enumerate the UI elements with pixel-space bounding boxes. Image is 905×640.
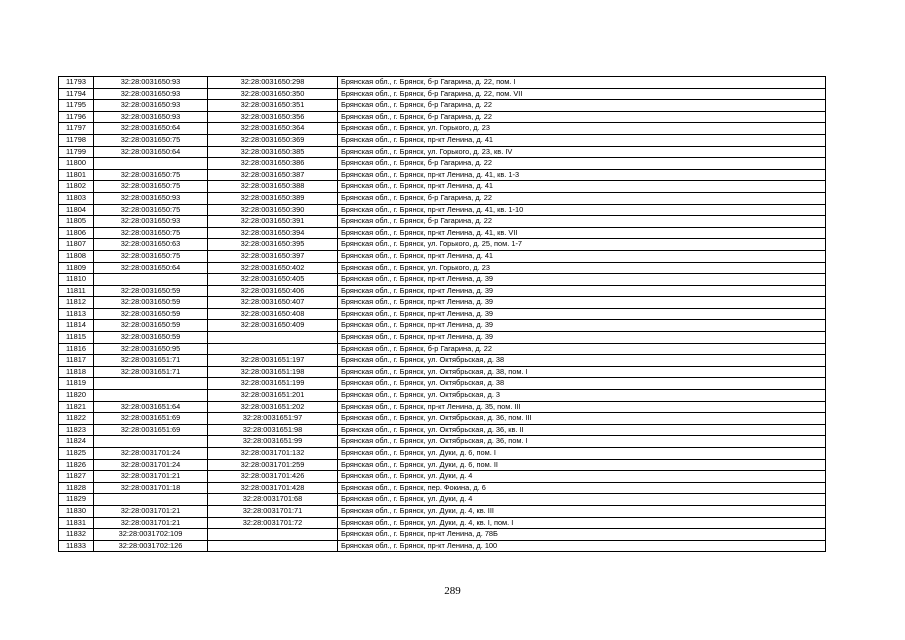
address-cell: Брянская обл., г. Брянск, ул. Дуки, д. 4 bbox=[338, 471, 826, 483]
table-row bbox=[59, 204, 826, 216]
object-number-cell: 32:28:0031650:397 bbox=[208, 250, 338, 262]
address-cell: Брянская обл., г. Брянск, пр-кт Ленина, д. 39 bbox=[338, 285, 826, 297]
parcel-number-cell: 32:28:0031650:75 bbox=[94, 134, 208, 146]
parcel-number-cell: 32:28:0031702:126 bbox=[94, 540, 208, 552]
parcel-number-cell: 32:28:0031701:24 bbox=[94, 459, 208, 471]
table-row bbox=[59, 517, 826, 529]
parcel-number-cell: 32:28:0031650:75 bbox=[94, 227, 208, 239]
row-number-cell: 11821 bbox=[59, 401, 94, 413]
table-row bbox=[59, 424, 826, 436]
parcel-number-cell: 32:28:0031650:59 bbox=[94, 320, 208, 332]
object-number-cell: 32:28:0031650:408 bbox=[208, 308, 338, 320]
parcel-number-cell: 32:28:0031650:93 bbox=[94, 216, 208, 228]
object-number-cell: 32:28:0031650:390 bbox=[208, 204, 338, 216]
object-number-cell: 32:28:0031701:68 bbox=[208, 494, 338, 506]
object-number-cell: 32:28:0031701:426 bbox=[208, 471, 338, 483]
address-cell: Брянская обл., г. Брянск, ул. Октябрьская, д. 38, пом. I bbox=[338, 366, 826, 378]
parcel-number-cell: 32:28:0031650:59 bbox=[94, 285, 208, 297]
address-cell: Брянская обл., г. Брянск, ул. Дуки, д. 4 bbox=[338, 494, 826, 506]
parcel-number-cell: 32:28:0031650:75 bbox=[94, 169, 208, 181]
row-number-cell: 11830 bbox=[59, 505, 94, 517]
address-cell: Брянская обл., г. Брянск, пр-кт Ленина, д. 39 bbox=[338, 274, 826, 286]
address-cell: Брянская обл., г. Брянск, ул. Горького, д. 23 bbox=[338, 262, 826, 274]
object-number-cell: 32:28:0031701:428 bbox=[208, 482, 338, 494]
address-cell: Брянская обл., г. Брянск, пр-кт Ленина, д. 39 bbox=[338, 332, 826, 344]
parcel-number-cell: 32:28:0031701:18 bbox=[94, 482, 208, 494]
address-cell: Брянская обл., г. Брянск, ул. Октябрьская, д. 36, пом. III bbox=[338, 413, 826, 425]
table-row bbox=[59, 320, 826, 332]
table-row bbox=[59, 366, 826, 378]
parcel-number-cell: 32:28:0031650:59 bbox=[94, 297, 208, 309]
row-number-cell: 11809 bbox=[59, 262, 94, 274]
address-cell: Брянская обл., г. Брянск, пр-кт Ленина, д. 100 bbox=[338, 540, 826, 552]
address-cell: Брянская обл., г. Брянск, ул. Октябрьская, д. 3 bbox=[338, 390, 826, 402]
object-number-cell: 32:28:0031650:391 bbox=[208, 216, 338, 228]
object-number-cell: 32:28:0031651:97 bbox=[208, 413, 338, 425]
parcel-number-cell: 32:28:0031701:21 bbox=[94, 517, 208, 529]
object-number-cell: 32:28:0031650:364 bbox=[208, 123, 338, 135]
parcel-number-cell: 32:28:0031651:71 bbox=[94, 366, 208, 378]
address-cell: Брянская обл., г. Брянск, пр-кт Ленина, д. 39 bbox=[338, 320, 826, 332]
table-row bbox=[59, 192, 826, 204]
row-number-cell: 11794 bbox=[59, 88, 94, 100]
object-number-cell: 32:28:0031650:407 bbox=[208, 297, 338, 309]
table-row bbox=[59, 436, 826, 448]
object-number-cell: 32:28:0031650:369 bbox=[208, 134, 338, 146]
table-row bbox=[59, 158, 826, 170]
object-number-cell: 32:28:0031701:132 bbox=[208, 448, 338, 460]
parcel-number-cell: 32:28:0031650:63 bbox=[94, 239, 208, 251]
table-row bbox=[59, 332, 826, 344]
address-cell: Брянская обл., г. Брянск, б-р Гагарина, д. 22, пом. I bbox=[338, 77, 826, 89]
row-number-cell: 11810 bbox=[59, 274, 94, 286]
address-cell: Брянская обл., г. Брянск, ул. Дуки, д. 4, кв. I, пом. I bbox=[338, 517, 826, 529]
row-number-cell: 11833 bbox=[59, 540, 94, 552]
address-cell: Брянская обл., г. Брянск, пр-кт Ленина, д. 41, кв. 1-10 bbox=[338, 204, 826, 216]
object-number-cell: 32:28:0031651:98 bbox=[208, 424, 338, 436]
address-cell: Брянская обл., г. Брянск, пр-кт Ленина, д. 41, кв. 1-3 bbox=[338, 169, 826, 181]
address-cell: Брянская обл., г. Брянск, пр-кт Ленина, д. 78Б bbox=[338, 529, 826, 541]
table-row bbox=[59, 505, 826, 517]
table-row bbox=[59, 285, 826, 297]
address-cell: Брянская обл., г. Брянск, пер. Фокина, д. 6 bbox=[338, 482, 826, 494]
parcel-number-cell: 32:28:0031650:64 bbox=[94, 262, 208, 274]
row-number-cell: 11829 bbox=[59, 494, 94, 506]
table-row bbox=[59, 401, 826, 413]
address-cell: Брянская обл., г. Брянск, пр-кт Ленина, д. 41 bbox=[338, 181, 826, 193]
parcel-number-cell: 32:28:0031650:93 bbox=[94, 77, 208, 89]
object-number-cell: 32:28:0031650:409 bbox=[208, 320, 338, 332]
address-cell: Брянская обл., г. Брянск, ул. Дуки, д. 6, пом. II bbox=[338, 459, 826, 471]
row-number-cell: 11823 bbox=[59, 424, 94, 436]
row-number-cell: 11818 bbox=[59, 366, 94, 378]
address-cell: Брянская обл., г. Брянск, пр-кт Ленина, д. 35, пом. III bbox=[338, 401, 826, 413]
address-cell: Брянская обл., г. Брянск, ул. Октябрьская, д. 38 bbox=[338, 355, 826, 367]
parcel-number-cell: 32:28:0031650:93 bbox=[94, 88, 208, 100]
row-number-cell: 11805 bbox=[59, 216, 94, 228]
object-number-cell: 32:28:0031701:71 bbox=[208, 505, 338, 517]
address-cell: Брянская обл., г. Брянск, б-р Гагарина, д. 22 bbox=[338, 343, 826, 355]
table-row bbox=[59, 471, 826, 483]
parcel-number-cell: 32:28:0031651:64 bbox=[94, 401, 208, 413]
object-number-cell: 32:28:0031650:385 bbox=[208, 146, 338, 158]
parcel-number-cell bbox=[94, 494, 208, 506]
row-number-cell: 11817 bbox=[59, 355, 94, 367]
object-number-cell bbox=[208, 529, 338, 541]
table-row bbox=[59, 494, 826, 506]
row-number-cell: 11832 bbox=[59, 529, 94, 541]
table-row bbox=[59, 274, 826, 286]
parcel-number-cell: 32:28:0031650:59 bbox=[94, 308, 208, 320]
table-row bbox=[59, 227, 826, 239]
address-cell: Брянская обл., г. Брянск, б-р Гагарина, д. 22 bbox=[338, 111, 826, 123]
table-row bbox=[59, 297, 826, 309]
object-number-cell: 32:28:0031650:402 bbox=[208, 262, 338, 274]
parcel-number-cell: 32:28:0031650:64 bbox=[94, 146, 208, 158]
row-number-cell: 11825 bbox=[59, 448, 94, 460]
parcel-number-cell: 32:28:0031650:95 bbox=[94, 343, 208, 355]
row-number-cell: 11828 bbox=[59, 482, 94, 494]
row-number-cell: 11796 bbox=[59, 111, 94, 123]
row-number-cell: 11797 bbox=[59, 123, 94, 135]
row-number-cell: 11799 bbox=[59, 146, 94, 158]
object-number-cell: 32:28:0031650:389 bbox=[208, 192, 338, 204]
parcel-number-cell: 32:28:0031650:93 bbox=[94, 111, 208, 123]
table-row bbox=[59, 355, 826, 367]
object-number-cell: 32:28:0031651:199 bbox=[208, 378, 338, 390]
table-row bbox=[59, 540, 826, 552]
address-cell: Брянская обл., г. Брянск, ул. Октябрьская, д. 38 bbox=[338, 378, 826, 390]
cadastral-table bbox=[58, 76, 826, 552]
address-cell: Брянская обл., г. Брянск, пр-кт Ленина, д. 41, кв. VII bbox=[338, 227, 826, 239]
row-number-cell: 11800 bbox=[59, 158, 94, 170]
parcel-number-cell bbox=[94, 390, 208, 402]
table-row bbox=[59, 146, 826, 158]
object-number-cell: 32:28:0031701:259 bbox=[208, 459, 338, 471]
object-number-cell: 32:28:0031650:406 bbox=[208, 285, 338, 297]
parcel-number-cell: 32:28:0031701:21 bbox=[94, 471, 208, 483]
address-cell: Брянская обл., г. Брянск, б-р Гагарина, д. 22 bbox=[338, 100, 826, 112]
table-row bbox=[59, 100, 826, 112]
parcel-number-cell: 32:28:0031650:93 bbox=[94, 100, 208, 112]
address-cell: Брянская обл., г. Брянск, пр-кт Ленина, д. 39 bbox=[338, 308, 826, 320]
address-cell: Брянская обл., г. Брянск, б-р Гагарина, д. 22 bbox=[338, 216, 826, 228]
table-row bbox=[59, 308, 826, 320]
address-cell: Брянская обл., г. Брянск, ул. Горького, д. 23 bbox=[338, 123, 826, 135]
address-cell: Брянская обл., г. Брянск, б-р Гагарина, д. 22, пом. VII bbox=[338, 88, 826, 100]
table-row bbox=[59, 239, 826, 251]
object-number-cell: 32:28:0031650:388 bbox=[208, 181, 338, 193]
object-number-cell: 32:28:0031651:99 bbox=[208, 436, 338, 448]
address-cell: Брянская обл., г. Брянск, пр-кт Ленина, д. 41 bbox=[338, 134, 826, 146]
row-number-cell: 11795 bbox=[59, 100, 94, 112]
parcel-number-cell bbox=[94, 274, 208, 286]
object-number-cell bbox=[208, 540, 338, 552]
table-row bbox=[59, 123, 826, 135]
table-row bbox=[59, 111, 826, 123]
parcel-number-cell: 32:28:0031650:59 bbox=[94, 332, 208, 344]
table-row bbox=[59, 77, 826, 89]
object-number-cell bbox=[208, 332, 338, 344]
row-number-cell: 11798 bbox=[59, 134, 94, 146]
object-number-cell bbox=[208, 343, 338, 355]
object-number-cell: 32:28:0031650:386 bbox=[208, 158, 338, 170]
object-number-cell: 32:28:0031650:395 bbox=[208, 239, 338, 251]
table-row bbox=[59, 216, 826, 228]
parcel-number-cell: 32:28:0031650:75 bbox=[94, 250, 208, 262]
object-number-cell: 32:28:0031650:350 bbox=[208, 88, 338, 100]
object-number-cell: 32:28:0031651:202 bbox=[208, 401, 338, 413]
row-number-cell: 11806 bbox=[59, 227, 94, 239]
object-number-cell: 32:28:0031650:356 bbox=[208, 111, 338, 123]
parcel-number-cell: 32:28:0031650:64 bbox=[94, 123, 208, 135]
table-row bbox=[59, 378, 826, 390]
parcel-number-cell: 32:28:0031650:75 bbox=[94, 204, 208, 216]
row-number-cell: 11816 bbox=[59, 343, 94, 355]
table-row bbox=[59, 448, 826, 460]
parcel-number-cell: 32:28:0031650:75 bbox=[94, 181, 208, 193]
table-row bbox=[59, 134, 826, 146]
page-number: 289 bbox=[444, 585, 461, 597]
row-number-cell: 11820 bbox=[59, 390, 94, 402]
object-number-cell: 32:28:0031650:351 bbox=[208, 100, 338, 112]
table-row bbox=[59, 169, 826, 181]
table-row bbox=[59, 343, 826, 355]
table-row bbox=[59, 262, 826, 274]
address-cell: Брянская обл., г. Брянск, ул. Дуки, д. 6, пом. I bbox=[338, 448, 826, 460]
row-number-cell: 11804 bbox=[59, 204, 94, 216]
parcel-number-cell: 32:28:0031701:21 bbox=[94, 505, 208, 517]
parcel-number-cell bbox=[94, 158, 208, 170]
row-number-cell: 11808 bbox=[59, 250, 94, 262]
parcel-number-cell bbox=[94, 436, 208, 448]
table-row bbox=[59, 482, 826, 494]
table-row bbox=[59, 529, 826, 541]
address-cell: Брянская обл., г. Брянск, ул. Дуки, д. 4, кв. III bbox=[338, 505, 826, 517]
object-number-cell: 32:28:0031650:387 bbox=[208, 169, 338, 181]
row-number-cell: 11822 bbox=[59, 413, 94, 425]
parcel-number-cell: 32:28:0031701:24 bbox=[94, 448, 208, 460]
address-cell: Брянская обл., г. Брянск, ул. Горького, д. 25, пом. 1-7 bbox=[338, 239, 826, 251]
address-cell: Брянская обл., г. Брянск, пр-кт Ленина, д. 41 bbox=[338, 250, 826, 262]
cadastral-table-body bbox=[59, 77, 826, 552]
table-row bbox=[59, 459, 826, 471]
address-cell: Брянская обл., г. Брянск, ул. Октябрьская, д. 36, кв. II bbox=[338, 424, 826, 436]
object-number-cell: 32:28:0031650:405 bbox=[208, 274, 338, 286]
object-number-cell: 32:28:0031651:198 bbox=[208, 366, 338, 378]
parcel-number-cell bbox=[94, 378, 208, 390]
row-number-cell: 11827 bbox=[59, 471, 94, 483]
address-cell: Брянская обл., г. Брянск, б-р Гагарина, д. 22 bbox=[338, 192, 826, 204]
address-cell: Брянская обл., г. Брянск, ул. Горького, д. 23, кв. IV bbox=[338, 146, 826, 158]
address-cell: Брянская обл., г. Брянск, б-р Гагарина, д. 22 bbox=[338, 158, 826, 170]
parcel-number-cell: 32:28:0031651:69 bbox=[94, 424, 208, 436]
object-number-cell: 32:28:0031701:72 bbox=[208, 517, 338, 529]
parcel-number-cell: 32:28:0031651:69 bbox=[94, 413, 208, 425]
table-row bbox=[59, 390, 826, 402]
row-number-cell: 11811 bbox=[59, 285, 94, 297]
row-number-cell: 11813 bbox=[59, 308, 94, 320]
row-number-cell: 11812 bbox=[59, 297, 94, 309]
address-cell: Брянская обл., г. Брянск, ул. Октябрьская, д. 36, пом. I bbox=[338, 436, 826, 448]
table-row bbox=[59, 88, 826, 100]
row-number-cell: 11803 bbox=[59, 192, 94, 204]
parcel-number-cell: 32:28:0031702:109 bbox=[94, 529, 208, 541]
table-row bbox=[59, 413, 826, 425]
address-cell: Брянская обл., г. Брянск, пр-кт Ленина, д. 39 bbox=[338, 297, 826, 309]
row-number-cell: 11814 bbox=[59, 320, 94, 332]
object-number-cell: 32:28:0031651:201 bbox=[208, 390, 338, 402]
row-number-cell: 11807 bbox=[59, 239, 94, 251]
table-row bbox=[59, 181, 826, 193]
row-number-cell: 11793 bbox=[59, 77, 94, 89]
object-number-cell: 32:28:0031651:197 bbox=[208, 355, 338, 367]
parcel-number-cell: 32:28:0031651:71 bbox=[94, 355, 208, 367]
row-number-cell: 11824 bbox=[59, 436, 94, 448]
table-row bbox=[59, 250, 826, 262]
row-number-cell: 11801 bbox=[59, 169, 94, 181]
row-number-cell: 11819 bbox=[59, 378, 94, 390]
row-number-cell: 11826 bbox=[59, 459, 94, 471]
row-number-cell: 11802 bbox=[59, 181, 94, 193]
object-number-cell: 32:28:0031650:298 bbox=[208, 77, 338, 89]
object-number-cell: 32:28:0031650:394 bbox=[208, 227, 338, 239]
row-number-cell: 11815 bbox=[59, 332, 94, 344]
row-number-cell: 11831 bbox=[59, 517, 94, 529]
parcel-number-cell: 32:28:0031650:93 bbox=[94, 192, 208, 204]
